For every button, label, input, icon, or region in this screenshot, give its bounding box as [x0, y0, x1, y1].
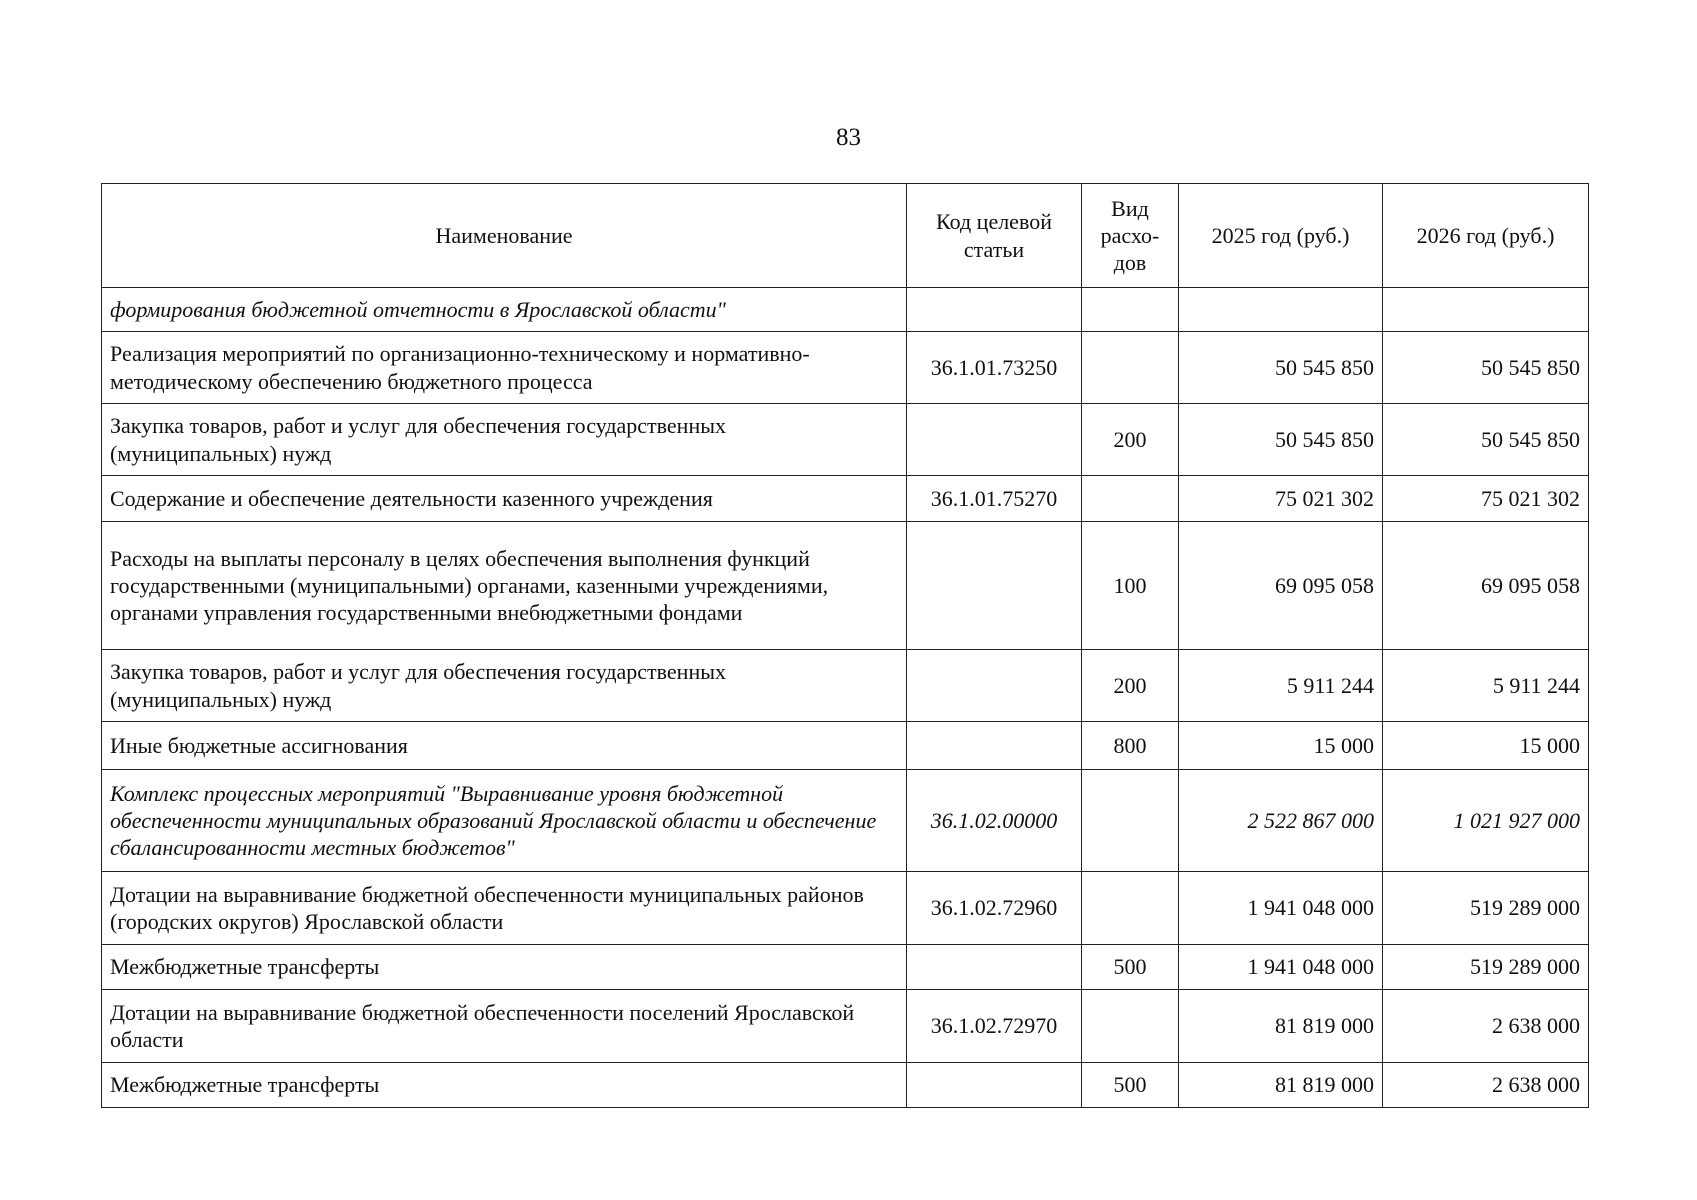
page-number: 83: [836, 124, 861, 151]
cell-2025: 1 941 048 000: [1179, 872, 1383, 945]
cell-2025: [1179, 288, 1383, 332]
header-2026: 2026 год (руб.): [1383, 184, 1589, 288]
budget-table: [101, 183, 1589, 1108]
cell-name: Иные бюджетные ассигнования: [102, 722, 907, 770]
header-vid: Вид расхо-дов: [1082, 184, 1179, 288]
cell-name: формирования бюджетной отчетности в Ярославской области": [102, 288, 907, 332]
header-name: Наименование: [102, 184, 907, 288]
cell-2025: 69 095 058: [1179, 522, 1383, 650]
cell-2026: 15 000: [1383, 722, 1589, 770]
table-row: [102, 476, 1589, 522]
cell-2025: 75 021 302: [1179, 476, 1383, 522]
cell-code: 36.1.02.72960: [907, 872, 1082, 945]
header-code: Код целевой статьи: [907, 184, 1082, 288]
cell-code: 36.1.02.72970: [907, 990, 1082, 1063]
cell-2025: 5 911 244: [1179, 650, 1383, 722]
cell-code: 36.1.01.75270: [907, 476, 1082, 522]
cell-code: [907, 945, 1082, 990]
cell-2026: 1 021 927 000: [1383, 770, 1589, 872]
cell-name: Закупка товаров, работ и услуг для обеспечения государственных (муниципальных) нужд: [102, 650, 907, 722]
cell-2026: 69 095 058: [1383, 522, 1589, 650]
cell-2025: 81 819 000: [1179, 990, 1383, 1063]
cell-vid: [1082, 288, 1179, 332]
table-row: [102, 288, 1589, 332]
cell-code: 36.1.02.00000: [907, 770, 1082, 872]
cell-2026: 75 021 302: [1383, 476, 1589, 522]
cell-vid: [1082, 770, 1179, 872]
cell-code: [907, 288, 1082, 332]
cell-vid: 100: [1082, 522, 1179, 650]
table-row: [102, 722, 1589, 770]
cell-vid: 500: [1082, 945, 1179, 990]
cell-name: Реализация мероприятий по организационно-техническому и нормативно-методическому обеспечению бюджетного процесса: [102, 332, 907, 404]
cell-2026: 2 638 000: [1383, 1063, 1589, 1108]
cell-code: [907, 1063, 1082, 1108]
cell-2026: 519 289 000: [1383, 945, 1589, 990]
cell-vid: 200: [1082, 650, 1179, 722]
header-2025: 2025 год (руб.): [1179, 184, 1383, 288]
cell-2025: 50 545 850: [1179, 332, 1383, 404]
cell-name: Комплекс процессных мероприятий "Выравнивание уровня бюджетной обеспеченности муниципальных образований Ярославской области и обеспечение сбалансированности местных бюджетов": [102, 770, 907, 872]
cell-vid: [1082, 990, 1179, 1063]
cell-name: Межбюджетные трансферты: [102, 1063, 907, 1108]
cell-2025: 2 522 867 000: [1179, 770, 1383, 872]
cell-vid: [1082, 872, 1179, 945]
table-row: [102, 990, 1589, 1063]
cell-2025: 81 819 000: [1179, 1063, 1383, 1108]
cell-2026: 50 545 850: [1383, 404, 1589, 476]
table-row: [102, 404, 1589, 476]
cell-vid: 500: [1082, 1063, 1179, 1108]
cell-code: [907, 404, 1082, 476]
cell-2025: 50 545 850: [1179, 404, 1383, 476]
table-row: [102, 522, 1589, 650]
cell-vid: [1082, 332, 1179, 404]
table-row: [102, 332, 1589, 404]
table-body: [102, 288, 1589, 1108]
cell-2026: 50 545 850: [1383, 332, 1589, 404]
cell-name: Содержание и обеспечение деятельности казенного учреждения: [102, 476, 907, 522]
cell-vid: 800: [1082, 722, 1179, 770]
table-row: [102, 770, 1589, 872]
table-row: [102, 650, 1589, 722]
cell-code: [907, 722, 1082, 770]
cell-name: Дотации на выравнивание бюджетной обеспеченности поселений Ярославской области: [102, 990, 907, 1063]
cell-code: 36.1.01.73250: [907, 332, 1082, 404]
table-row: [102, 945, 1589, 990]
cell-code: [907, 650, 1082, 722]
table-row: [102, 1063, 1589, 1108]
cell-name: Закупка товаров, работ и услуг для обеспечения государственных (муниципальных) нужд: [102, 404, 907, 476]
cell-code: [907, 522, 1082, 650]
table-row: [102, 872, 1589, 945]
cell-2026: 2 638 000: [1383, 990, 1589, 1063]
cell-vid: 200: [1082, 404, 1179, 476]
cell-name: Дотации на выравнивание бюджетной обеспеченности муниципальных районов (городских округов) Ярославской области: [102, 872, 907, 945]
cell-2025: 15 000: [1179, 722, 1383, 770]
cell-2026: [1383, 288, 1589, 332]
cell-vid: [1082, 476, 1179, 522]
cell-2025: 1 941 048 000: [1179, 945, 1383, 990]
cell-name: Расходы на выплаты персоналу в целях обеспечения выполнения функций государственными (муниципальными) органами, казенными учреждениями, органами управления государственными внебюджетными фондами: [102, 522, 907, 650]
cell-name: Межбюджетные трансферты: [102, 945, 907, 990]
header-row: [102, 184, 1589, 288]
cell-2026: 5 911 244: [1383, 650, 1589, 722]
cell-2026: 519 289 000: [1383, 872, 1589, 945]
